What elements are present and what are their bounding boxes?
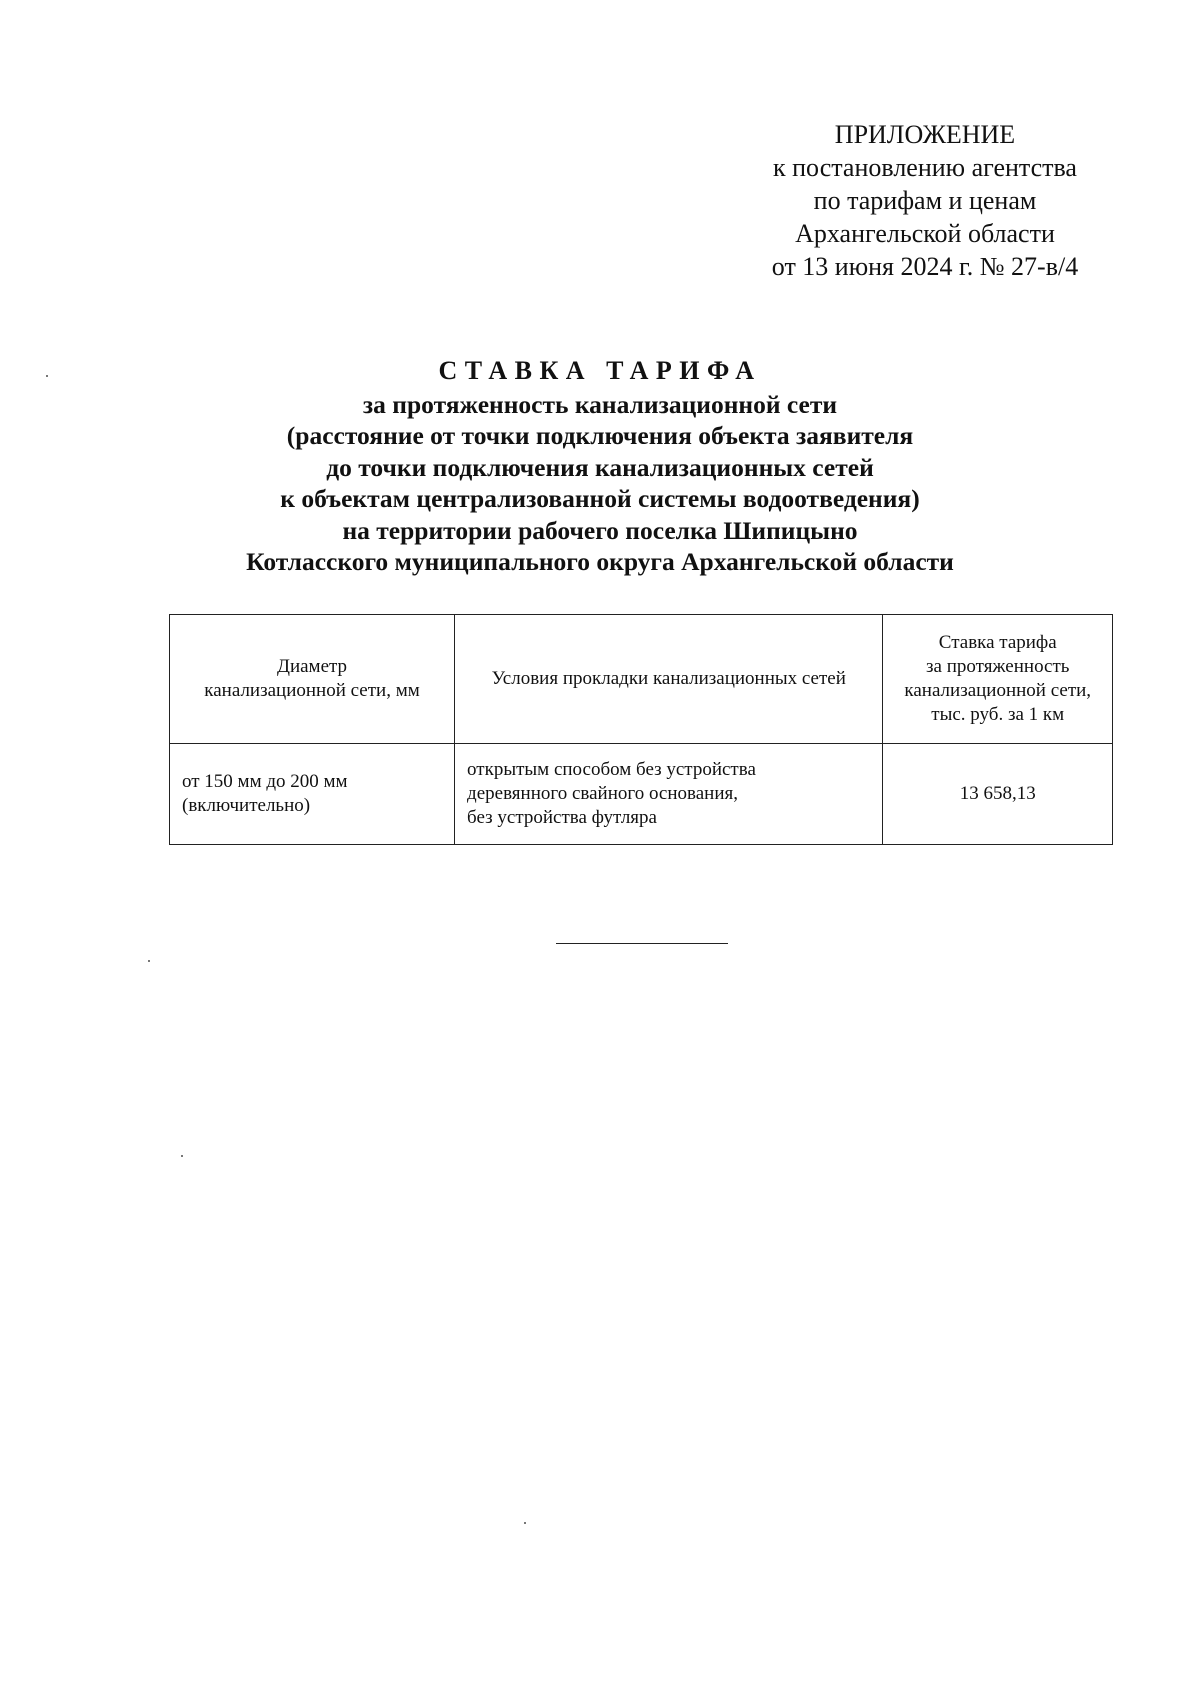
document-title	[100, 355, 1100, 578]
title-line: (расстояние от точки подключения объекта заявителя	[286, 421, 914, 450]
appendix-line: к постановлению агентства	[773, 153, 1077, 182]
end-divider	[556, 943, 728, 944]
header-diameter: Диаметр канализационной сети, мм	[170, 615, 455, 744]
scan-speck	[46, 375, 48, 377]
title-main: СТАВКА ТАРИФА	[438, 356, 762, 385]
table-header-row	[170, 615, 1113, 744]
cell-diameter: от 150 мм до 200 мм (включительно)	[170, 744, 455, 845]
header-conditions: Условия прокладки канализационных сетей	[455, 615, 883, 744]
appendix-line: по тарифам и ценам	[813, 186, 1037, 215]
title-line: на территории рабочего поселка Шипицыно	[342, 515, 858, 545]
title-line: к объектам централизованной системы водоотведения)	[280, 484, 920, 513]
cell-rate: 13 658,13	[883, 744, 1113, 845]
cell-conditions: открытым способом без устройства деревянного свайного основания, без устройства футляра	[455, 744, 883, 845]
appendix-line: Архангельской области	[795, 219, 1055, 248]
title-line: за протяженность канализационной сети	[362, 389, 838, 419]
appendix-label: ПРИЛОЖЕНИЕ	[834, 120, 1016, 149]
scan-speck	[148, 960, 150, 962]
header-rate: Ставка тарифа за протяженность канализационной сети, тыс. руб. за 1 км	[883, 615, 1113, 744]
scan-speck	[524, 1522, 526, 1524]
appendix-date-number: от 13 июня 2024 г. № 27-в/4	[771, 252, 1079, 281]
table-row	[170, 744, 1113, 845]
title-line: до точки подключения канализационных сетей	[326, 452, 874, 482]
tariff-table	[169, 614, 1113, 845]
appendix-header	[640, 118, 1200, 283]
scan-speck	[181, 1155, 183, 1157]
title-line: Котласского муниципального округа Архангельской области	[246, 547, 954, 576]
